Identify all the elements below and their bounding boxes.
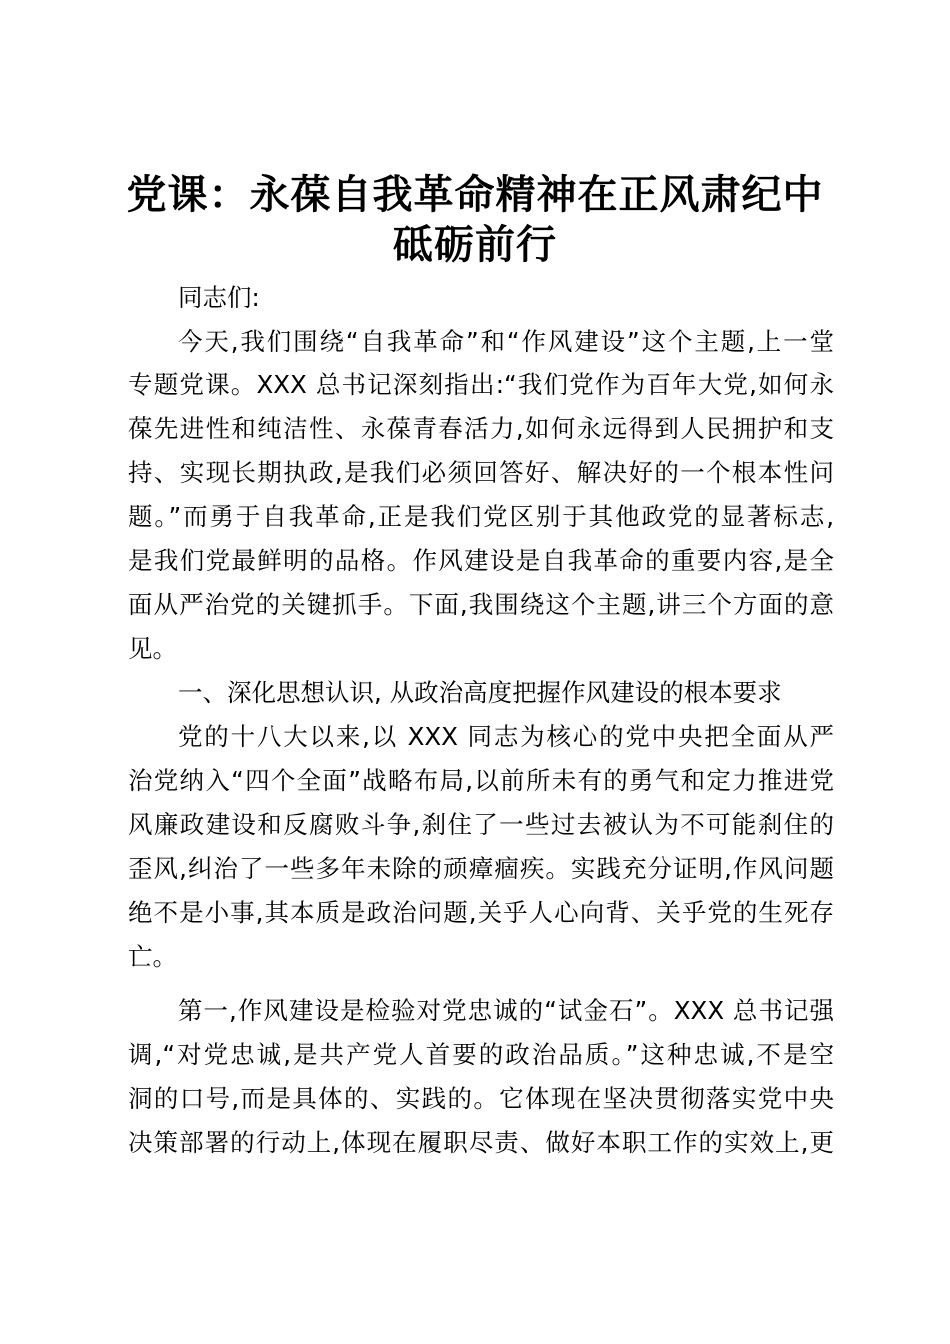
paragraph-line: 面从严治党的关键抓手。下面,我围绕这个主题,讲三个方面的意 <box>128 590 834 619</box>
document-title-line-2: 砥砺前行 <box>393 222 557 268</box>
paragraph-line: 是我们党最鲜明的品格。作风建设是自我革命的重要内容,是全 <box>128 546 834 575</box>
paragraph-line: 治党纳入“四个全面”战略布局,以前所未有的勇气和定力推进党 <box>128 766 834 795</box>
paragraph-line: 决策部署的行动上,体现在履职尽责、做好本职工作的实效上,更 <box>128 1128 834 1157</box>
paragraph-line: 题。”而勇于自我革命,正是我们党区别于其他政党的显著标志, <box>128 502 834 531</box>
paragraph-line: 歪风,纠治了一些多年未除的顽瘴痼疾。实践充分证明,作风问题 <box>128 854 834 883</box>
paragraph-line: 风廉政建设和反腐败斗争,刹住了一些过去被认为不可能刹住的 <box>128 810 834 839</box>
paragraph-line: 亡。 <box>128 942 177 971</box>
paragraph-line: 见。 <box>128 634 177 663</box>
paragraph-line: 葆先进性和纯洁性、永葆青春活力,如何永远得到人民拥护和支 <box>128 414 834 443</box>
paragraph-line: 绝不是小事,其本质是政治问题,关乎人心向背、关乎党的生死存 <box>128 898 834 927</box>
section-heading: 一、深化思想认识, 从政治高度把握作风建设的根本要求 <box>178 678 782 707</box>
paragraph-line: 专题党课。XXX 总书记深刻指出:“我们党作为百年大党,如何永 <box>128 370 834 399</box>
paragraph-line: 持、实现长期执政,是我们必须回答好、解决好的一个根本性问 <box>128 458 834 487</box>
paragraph-line: 洞的口号,而是具体的、实践的。它体现在坚决贯彻落实党中央 <box>128 1084 834 1113</box>
salutation: 同志们: <box>178 283 260 312</box>
paragraph-line: 党的十八大以来,以 XXX 同志为核心的党中央把全面从严 <box>178 722 834 751</box>
document-title-line-1: 党课：永葆自我革命精神在正风肃纪中 <box>126 172 824 218</box>
paragraph-line: 今天,我们围绕“自我革命”和“作风建设”这个主题,上一堂 <box>178 327 834 356</box>
paragraph-line: 调,“对党忠诚,是共产党人首要的政治品质。”这种忠诚,不是空 <box>128 1040 834 1069</box>
paragraph-line: 第一,作风建设是检验对党忠诚的“试金石”。XXX 总书记强 <box>178 996 834 1025</box>
